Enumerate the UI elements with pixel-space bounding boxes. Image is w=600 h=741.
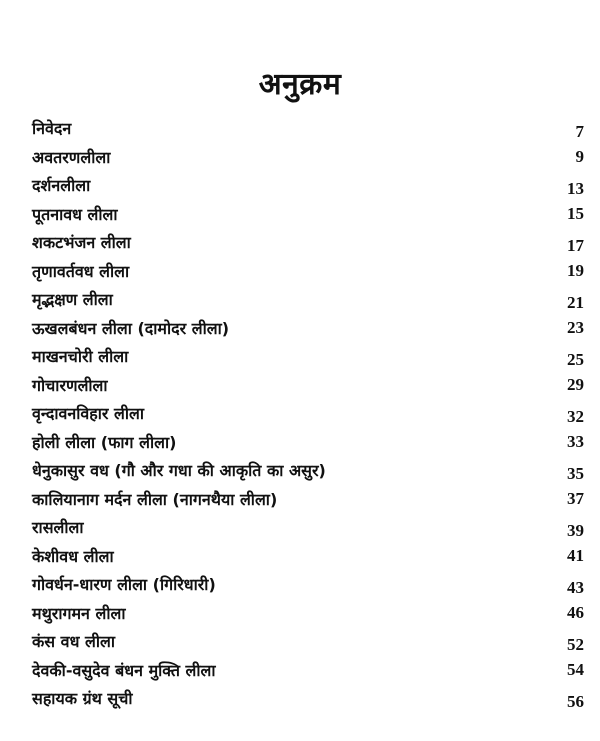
toc-entry-page: 46 bbox=[567, 602, 584, 622]
toc-entry bbox=[32, 656, 584, 685]
toc-entry-label: अवतरणलीला bbox=[32, 147, 111, 167]
toc-entry-label: देवकी-वसुदेव बंधन मुक्ति लीला bbox=[32, 660, 216, 680]
toc-entry-label: गोवर्धन-धारण लीला (गिरिधारी) bbox=[32, 575, 216, 595]
toc-entry bbox=[32, 143, 584, 172]
toc-entry bbox=[32, 513, 584, 542]
toc-entry bbox=[32, 627, 584, 656]
toc-entry-page: 13 bbox=[567, 179, 584, 199]
toc-entry-label: कंस वध लीला bbox=[32, 632, 115, 652]
toc-entry-page: 25 bbox=[567, 350, 584, 370]
toc-entry-label: कालियानाग मर्दन लीला (नागनथैया लीला) bbox=[32, 489, 278, 509]
toc-entry-label: शकटभंजन लीला bbox=[32, 233, 131, 253]
table-of-contents bbox=[32, 114, 584, 713]
toc-entry bbox=[32, 570, 584, 599]
toc-entry-label: सहायक ग्रंथ सूची bbox=[32, 689, 133, 709]
toc-entry-page: 56 bbox=[567, 692, 584, 712]
toc-entry-label: वृन्दावनविहार लीला bbox=[32, 404, 145, 424]
toc-entry bbox=[32, 542, 584, 571]
toc-entry-label: पूतनावध लीला bbox=[32, 204, 118, 224]
toc-entry bbox=[32, 342, 584, 371]
toc-entry bbox=[32, 684, 584, 713]
toc-entry-label: होली लीला (फाग लीला) bbox=[32, 432, 177, 452]
toc-entry bbox=[32, 456, 584, 485]
toc-entry bbox=[32, 399, 584, 428]
toc-entry-label: तृणावर्तवध लीला bbox=[32, 261, 130, 281]
toc-entry bbox=[32, 171, 584, 200]
toc-entry-page: 23 bbox=[567, 317, 584, 337]
toc-entry-page: 41 bbox=[567, 545, 584, 565]
toc-entry-label: दर्शनलीला bbox=[32, 176, 91, 196]
toc-entry-label: रासलीला bbox=[32, 518, 84, 538]
toc-entry-label: मथुरागमन लीला bbox=[32, 603, 126, 623]
toc-entry-label: मृद्भक्षण लीला bbox=[32, 290, 113, 310]
toc-entry-page: 37 bbox=[567, 488, 584, 508]
toc-entry-label: निवेदन bbox=[32, 119, 72, 139]
toc-entry-page: 35 bbox=[567, 464, 584, 484]
toc-entry-page: 54 bbox=[567, 659, 584, 679]
toc-entry-page: 21 bbox=[567, 293, 584, 313]
toc-entry bbox=[32, 314, 584, 343]
toc-entry-page: 43 bbox=[567, 578, 584, 598]
toc-entry-label: माखनचोरी लीला bbox=[32, 347, 129, 367]
toc-entry bbox=[32, 257, 584, 286]
toc-entry-label: गोचारणलीला bbox=[32, 375, 108, 395]
toc-entry-page: 52 bbox=[567, 635, 584, 655]
toc-entry-page: 29 bbox=[567, 374, 584, 394]
toc-entry-label: केशीवध लीला bbox=[32, 546, 114, 566]
toc-entry-page: 39 bbox=[567, 521, 584, 541]
toc-entry bbox=[32, 200, 584, 229]
toc-entry-page: 33 bbox=[567, 431, 584, 451]
toc-entry-page: 32 bbox=[567, 407, 584, 427]
toc-entry bbox=[32, 428, 584, 457]
toc-entry-page: 7 bbox=[575, 122, 584, 142]
toc-entry-page: 17 bbox=[567, 236, 584, 256]
toc-entry bbox=[32, 228, 584, 257]
toc-entry-label: धेनुकासुर वध (गौ और गधा की आकृति का असुर) bbox=[32, 461, 326, 481]
toc-entry bbox=[32, 599, 584, 628]
toc-entry bbox=[32, 114, 584, 143]
page-title: अनुक्रम bbox=[258, 67, 342, 102]
toc-entry-page: 15 bbox=[567, 203, 584, 223]
toc-entry bbox=[32, 371, 584, 400]
toc-entry-page: 9 bbox=[575, 146, 584, 166]
toc-entry-page: 19 bbox=[567, 260, 584, 280]
toc-entry bbox=[32, 485, 584, 514]
toc-entry bbox=[32, 285, 584, 314]
toc-entry-label: ऊखलबंधन लीला (दामोदर लीला) bbox=[32, 318, 230, 338]
